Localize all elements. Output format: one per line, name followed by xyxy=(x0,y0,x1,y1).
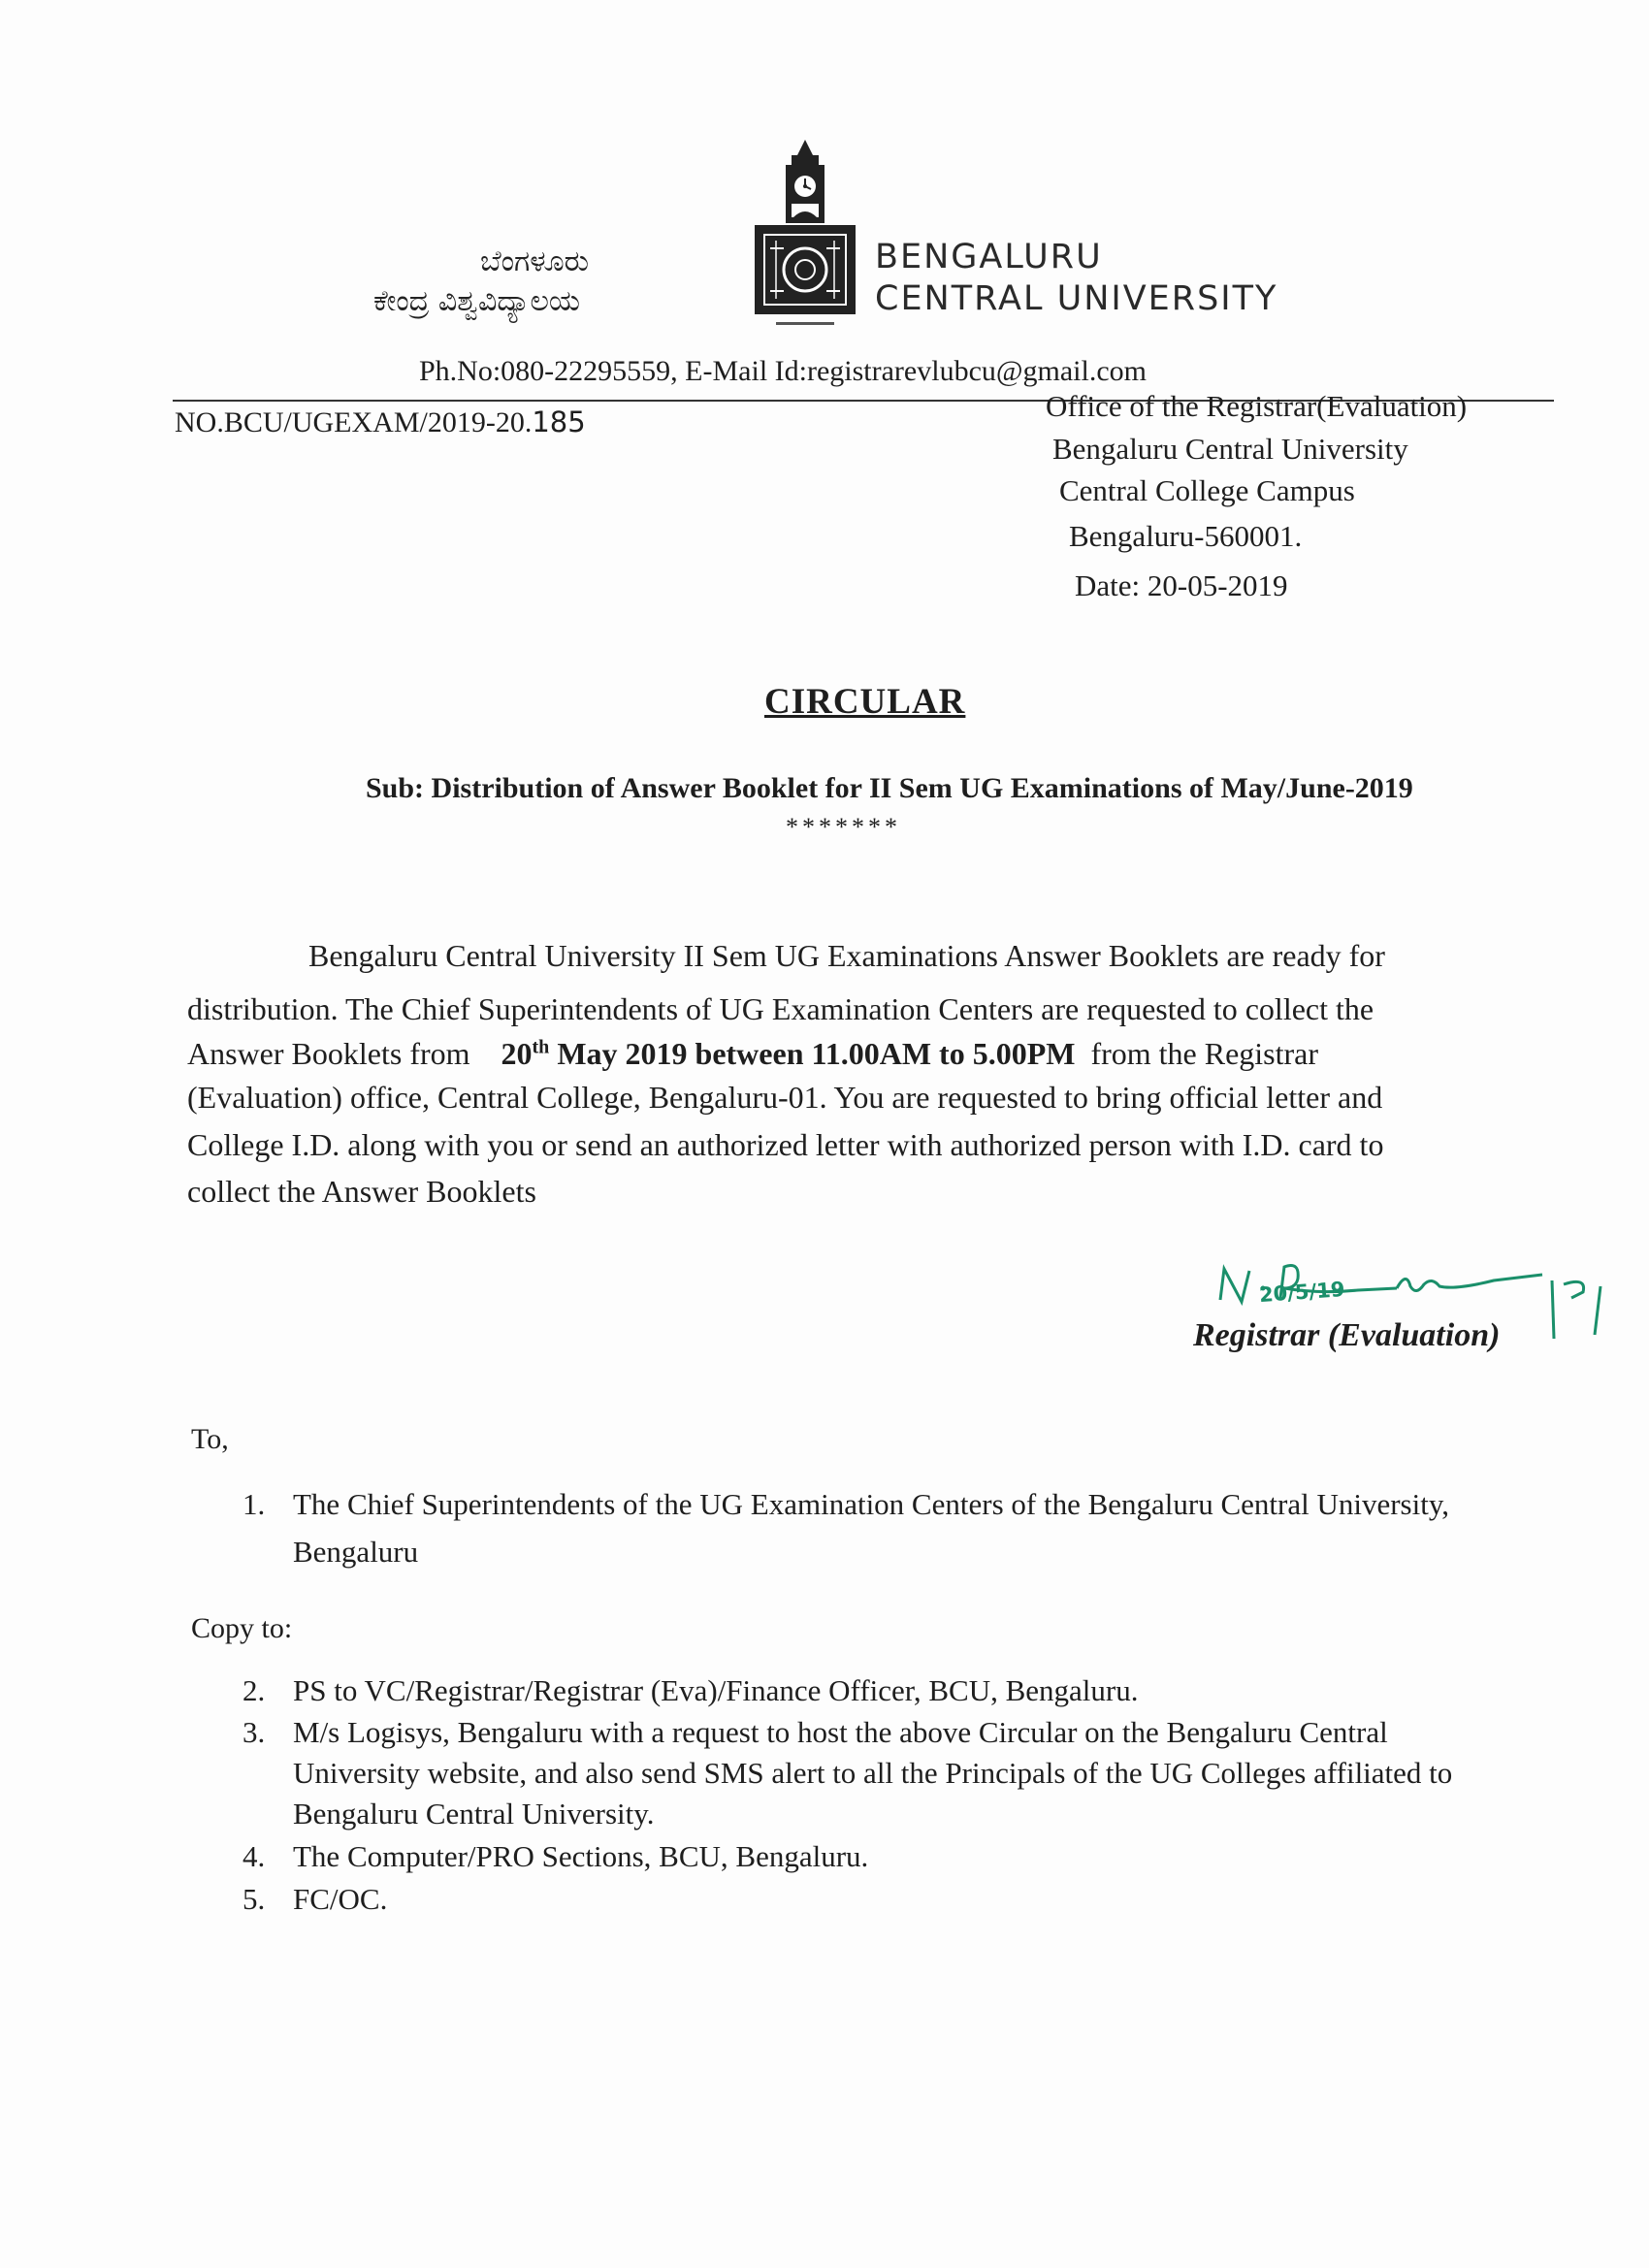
office-date: Date: 20-05-2019 xyxy=(1075,568,1288,602)
handwritten-date: 20/5/19 xyxy=(1258,1277,1346,1308)
copy-item-4: 4. The Computer/PRO Sections, BCU, Bengaluru. xyxy=(242,1839,869,1873)
copy-item-2: 2. PS to VC/Registrar/Registrar (Eva)/Finance Officer, BCU, Bengaluru. xyxy=(242,1673,1139,1707)
copy-item-5: 5. FC/OC. xyxy=(242,1882,388,1916)
office-line3: Central College Campus xyxy=(1059,473,1355,507)
to-item-1: 1. The Chief Superintendents of the UG Examination Centers of the Bengaluru Central University, xyxy=(242,1487,1450,1521)
copy-item-3: 3. M/s Logisys, Bengaluru with a request to host the above Circular on the Bengaluru Central xyxy=(242,1715,1388,1749)
subject-separator: ******* xyxy=(786,813,901,841)
body-line-2: distribution. The Chief Superintendents of UG Examination Centers are requested to collect the xyxy=(187,991,1374,1026)
clock-tower-seal-icon xyxy=(747,136,863,340)
body-line-6: collect the Answer Booklets xyxy=(187,1174,536,1209)
kannada-name-line1: ಬೆಂಗಳೂರು xyxy=(480,244,590,278)
copy-item-3-line3: Bengaluru Central University. xyxy=(293,1797,655,1831)
copy-to-label: Copy to: xyxy=(191,1612,293,1644)
to-item-1-line2: Bengaluru xyxy=(293,1535,419,1569)
body-line-5: College I.D. along with you or send an authorized letter with authorized person with I.D. card to xyxy=(187,1127,1384,1162)
office-line4: Bengaluru-560001. xyxy=(1069,519,1303,553)
reference-number: NO.BCU/UGEXAM/2019-20.185 xyxy=(175,405,586,438)
signatory-title: Registrar (Evaluation) xyxy=(1193,1317,1501,1353)
handwritten-ref-number: 185 xyxy=(532,405,586,438)
body-line-3: Answer Booklets from 20th May 2019 between 11.00AM to 5.00PM from the Registrar xyxy=(187,1036,1319,1071)
circular-title: CIRCULAR xyxy=(764,682,966,722)
body-line-4: (Evaluation) office, Central College, Bengaluru-01. You are requested to bring official letter and xyxy=(187,1080,1383,1115)
office-line1: Office of the Registrar(Evaluation) xyxy=(1046,389,1468,423)
subject-line: Sub: Distribution of Answer Booklet for II Sem UG Examinations of May/June-2019 xyxy=(366,772,1413,804)
to-label: To, xyxy=(191,1423,229,1455)
body-line-1: Bengaluru Central University II Sem UG Examinations Answer Booklets are ready for xyxy=(308,938,1385,973)
contact-line: Ph.No:080-22295559, E-Mail Id:registrarevlubcu@gmail.com xyxy=(419,355,1147,387)
university-name-line2: CENTRAL UNIVERSITY xyxy=(875,279,1278,318)
office-line2: Bengaluru Central University xyxy=(1052,432,1408,466)
kannada-name-line2: ಕೇಂದ್ರ ವಿಶ್ವವಿದ್ಯಾಲಯ xyxy=(373,284,581,318)
university-name-line1: BENGALURU xyxy=(875,238,1103,276)
copy-item-3-line2: University website, and also send SMS alert to all the Principals of the UG Colleges affiliated to xyxy=(293,1756,1453,1790)
